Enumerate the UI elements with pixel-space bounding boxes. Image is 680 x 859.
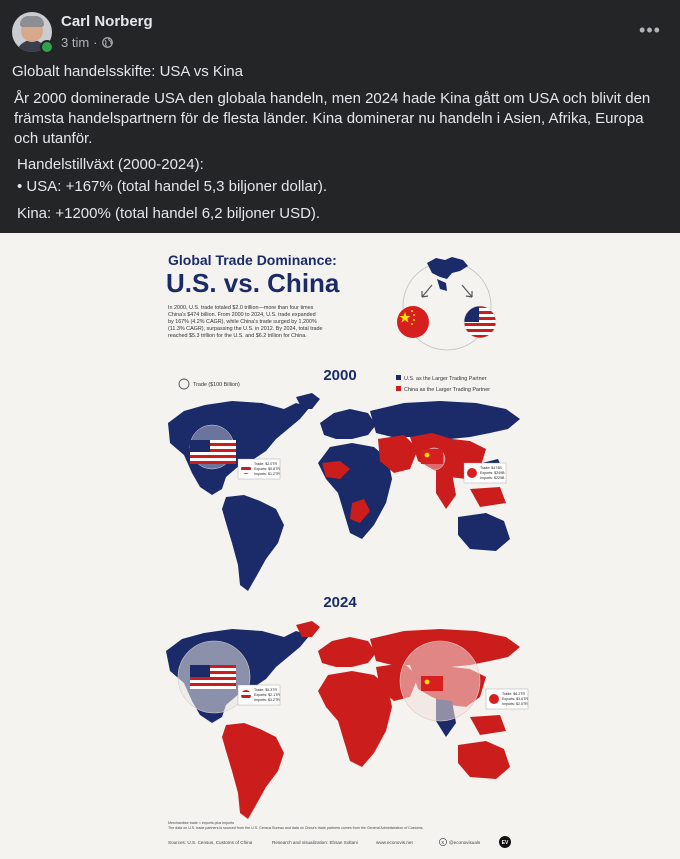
svg-text:Trade: $6.2TR: Trade: $6.2TR [502,692,526,696]
infographic-footer [168,821,511,848]
svg-text:Imports: $2.6TR: Imports: $2.6TR [502,702,528,706]
svg-text:Trade: $2.0TR: Trade: $2.0TR [254,462,278,466]
post-image[interactable] [0,233,680,859]
year-2024-label: 2024 [323,594,357,611]
intro-line: China's $474 billion. From 2000 to 2024, U.S. trade expanded [168,312,316,318]
bubble-legend-label: Trade ($100 Billion) [193,382,240,388]
svg-text:Imports: $1.2TR: Imports: $1.2TR [254,472,280,476]
globe-icon [102,37,113,48]
meta-separator: · [93,35,98,50]
intro-line: In 2000, U.S. trade totaled $2.0 trillion—more than four times [168,305,314,311]
svg-text:Trade: $5.3TR: Trade: $5.3TR [254,688,278,692]
more-options-button[interactable]: ••• [639,19,661,40]
australia-2024 [458,741,510,779]
svg-text:Exports: $3.6TR: Exports: $3.6TR [502,697,528,701]
south-america-2024 [222,723,284,819]
intro-text [168,305,323,339]
arrow-right-icon [462,285,472,297]
sources-label: Sources: U.S. Census, Customs of China [168,840,253,845]
china-stats-box-2000 [464,463,506,483]
ev-logo-text: EV [501,840,509,846]
arrow-left-icon [422,285,432,297]
growth-usa: • USA: +167% (total handel 5,3 biljoner dollar). [17,178,328,195]
us-flag-2024 [190,665,236,689]
southeast-asia-2024 [470,715,506,735]
website-label: www.econovis.net [376,840,413,845]
online-status-dot [40,40,54,54]
us-flag-2000 [190,440,236,464]
avatar-hair [20,16,44,27]
legend-china-swatch [396,386,401,391]
legend-us-swatch [396,375,401,380]
post-title: Globalt handelsskifte: USA vs Kina [12,63,243,80]
southeast-asia-2000 [470,487,506,507]
china-flag-2024 [421,676,443,691]
mini-globe-icon [427,257,468,291]
svg-text:Imports: $225B: Imports: $225B [480,476,505,480]
growth-china: Kina: +1200% (total handel 6,2 biljoner USD). [17,205,321,222]
europe-2024 [318,637,376,667]
map-2000 [168,393,520,591]
intro-line: (11.3% CAGR), surpassing the U.S. in 2012. By 2024, total trade [168,326,323,332]
north-america-2000 [168,401,310,495]
footnote: The data on U.S. trade partners is sourced from the U.S. Census Bureau and data on China's trade partners comes from the General Administration of Customs. [168,826,424,830]
author-name[interactable]: Carl Norberg [61,13,153,30]
map-2024 [166,621,528,819]
svg-text:Imports: $3.2TR: Imports: $3.2TR [254,698,280,702]
china-flag-2000 [421,449,443,464]
infographic-subtitle: Global Trade Dominance: [168,252,337,268]
russia-2000 [370,401,520,439]
svg-text:Exports: $249B: Exports: $249B [480,471,505,475]
year-2000-label: 2000 [323,367,357,384]
growth-heading: Handelstillväxt (2000-2024): [17,156,204,173]
china-stats-box-2024 [486,689,528,709]
credit-label: Research and visualization: Ehsan Soltani [272,840,358,845]
bubble-legend-icon [179,379,189,389]
svg-text:Trade: $474B: Trade: $474B [480,466,502,470]
trade-cycle-graphic [397,257,496,350]
south-america-2000 [222,495,284,591]
post-header [0,0,680,60]
legend-china-label: China as the Larger Trading Partner [404,387,490,393]
svg-text:Exports: $2.1TR: Exports: $2.1TR [254,693,280,697]
infographic [0,233,680,859]
us-stats-box-2000 [238,459,280,479]
post-meta [61,35,113,50]
legend-us-label: U.S. as the Larger Trading Partner [404,376,487,382]
post-time[interactable]: 3 tim [61,35,90,50]
infographic-title: U.S. vs. China [166,268,340,298]
us-stats-box-2024 [238,685,280,705]
svg-text:Exports: $0.8TR: Exports: $0.8TR [254,467,280,471]
post-body: År 2000 dominerade USA den globala handeln, men 2024 hade Kina gått om USA och blivit den främsta handelspartnern för de flesta länder. Kina dominerar nu handeln i Asien, Afrika, Europa och utanför. [14,90,651,147]
intro-line: by 167% (4.2% CAGR), while China's trade surged by 1,200% [168,319,317,325]
handle-label: @econovisuals [449,840,481,845]
europe-2000 [320,409,376,439]
australia-2000 [458,513,510,551]
x-logo-glyph: X [441,840,445,845]
intro-line: reached $5.3 trillion for the U.S. and $6.2 trillion for China. [168,333,307,339]
china-flag-icon [397,306,429,338]
footnote: Merchandise trade = exports plus imports [168,821,235,825]
